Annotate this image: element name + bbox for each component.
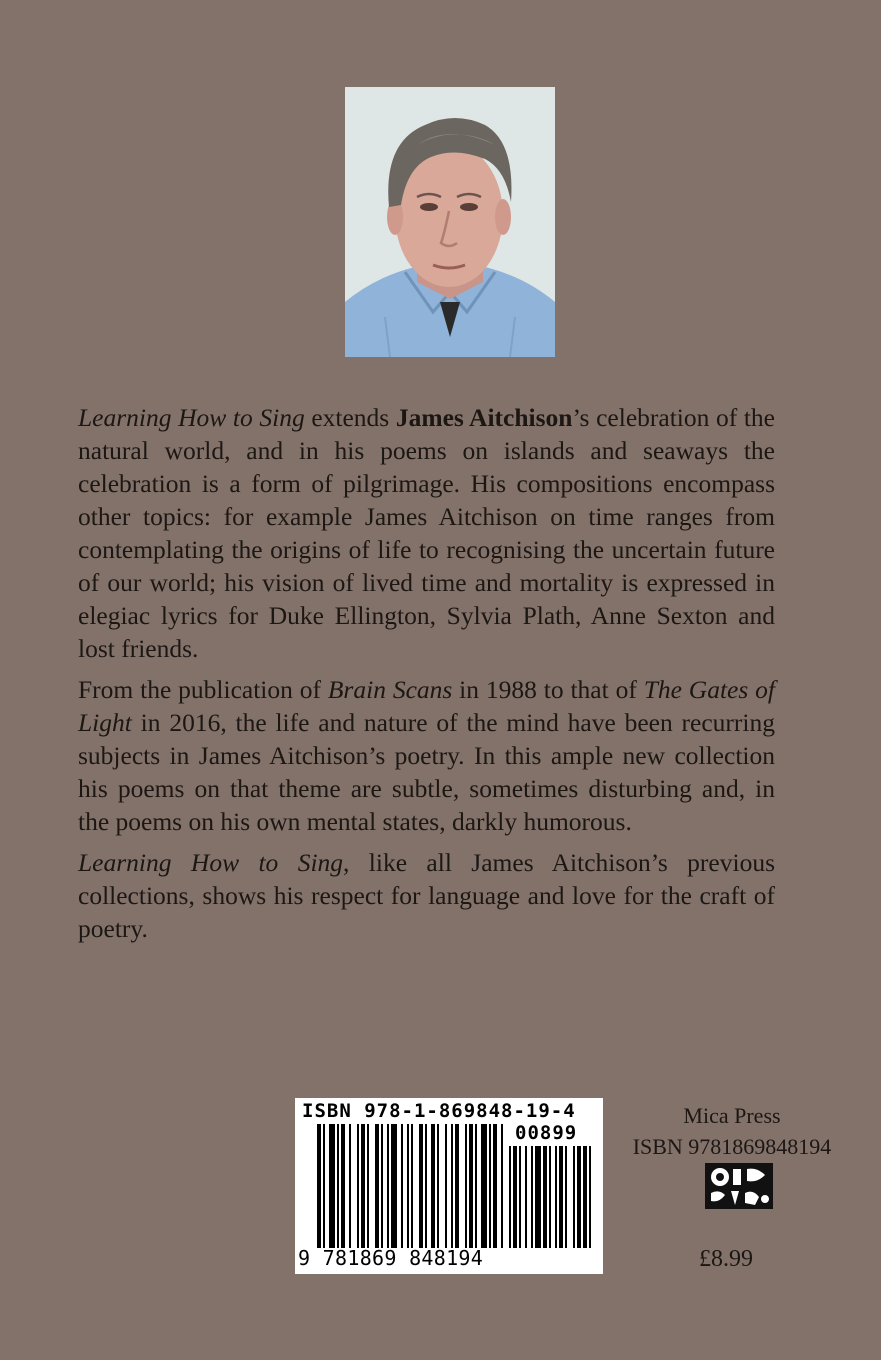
- barcode-bar: [425, 1124, 427, 1248]
- author-name: James Aitchison: [395, 403, 573, 432]
- publisher-name: Mica Press: [683, 1103, 781, 1128]
- barcode-bar: [387, 1124, 389, 1248]
- barcode-bar: [323, 1124, 325, 1248]
- barcode-bar: [455, 1124, 459, 1248]
- barcode-bar: [565, 1146, 567, 1248]
- barcode-bar: [481, 1124, 487, 1248]
- barcode-bar: [475, 1124, 477, 1248]
- price: £8.99: [699, 1246, 753, 1272]
- barcode-bar: [501, 1124, 503, 1248]
- barcode-label: [295, 1098, 603, 1274]
- publisher-info: [612, 1100, 852, 1162]
- book-description: [78, 401, 775, 953]
- text-span: ’s celebration of the natural world, and in his poems on islands and seaways the celebration is a form of pilgrimage. His compositions encompass other topics: for example James Aitchison on time ranges from contemplating the origins of life to recognising the uncertain future of our world; his vision of lived time and mortality is expressed in elegiac lyrics for Duke Ellington, Sylvia Plath, Anne Sexton and lost friends.: [78, 403, 775, 663]
- barcode-bar: [583, 1146, 587, 1248]
- barcode-bar: [431, 1124, 435, 1248]
- barcode-bar: [401, 1124, 403, 1248]
- barcode-bar: [469, 1124, 473, 1248]
- barcode-bar: [419, 1124, 423, 1248]
- barcode-bar: [531, 1146, 533, 1248]
- barcode-bar: [329, 1124, 335, 1248]
- barcode-bar: [317, 1124, 321, 1248]
- description-paragraph-3: [78, 846, 775, 945]
- barcode-bar: [361, 1124, 365, 1248]
- barcode-bar: [493, 1124, 497, 1248]
- barcode-bar: [451, 1124, 453, 1248]
- barcode-bar: [465, 1124, 467, 1248]
- barcode-bar: [577, 1146, 581, 1248]
- barcode-bar: [525, 1146, 527, 1248]
- barcode-bar: [549, 1146, 551, 1248]
- barcode-bar: [513, 1146, 517, 1248]
- book-title: Learning How to Sing: [78, 848, 344, 877]
- barcode-bar: [559, 1146, 563, 1248]
- text-span: extends: [304, 403, 396, 432]
- isbn-label: ISBN 978-1-869848-19-4: [302, 1100, 576, 1122]
- ean-digits: 9 781869 848194: [298, 1246, 484, 1270]
- text-span: , like all James Aitchison’s previous collections, shows his respect for language and love for the craft of poetry.: [78, 848, 775, 943]
- barcode-bar: [543, 1146, 547, 1248]
- book-title-brain-scans: Brain Scans: [327, 675, 453, 704]
- description-paragraph-1: [78, 401, 775, 665]
- barcode-bar: [411, 1124, 413, 1248]
- barcode-bar: [445, 1124, 447, 1248]
- text-span: From the publication of: [78, 675, 328, 704]
- barcode-bar: [589, 1146, 591, 1248]
- barcode-bar: [509, 1146, 511, 1248]
- barcode-bar: [437, 1124, 439, 1248]
- barcode-bar: [535, 1146, 541, 1248]
- author-portrait-image: [345, 87, 555, 357]
- barcode-bar: [367, 1124, 369, 1248]
- barcode-bar: [357, 1124, 359, 1248]
- text-span: in 1988 to that of: [452, 675, 644, 704]
- description-paragraph-2: [78, 673, 775, 838]
- price-code: 00899: [515, 1122, 578, 1144]
- author-photo: [345, 87, 555, 357]
- barcode-bar: [375, 1124, 379, 1248]
- barcode-bar: [349, 1124, 351, 1248]
- barcode-bar: [519, 1146, 521, 1248]
- barcode-bar: [489, 1124, 491, 1248]
- barcode-bar: [341, 1124, 345, 1248]
- barcode-bar: [391, 1124, 397, 1248]
- book-title: Learning How to Sing: [78, 403, 305, 432]
- barcode-bar: [407, 1124, 409, 1248]
- barcode-bar: [555, 1146, 557, 1248]
- barcode-bar: [573, 1146, 575, 1248]
- barcode-bar: [381, 1124, 383, 1248]
- text-span: in 2016, the life and nature of the mind have been recurring subjects in James Aitchison’s poetry. In this ample new collection his poems on that theme are subtle, sometimes disturbing and, in the poems on his own mental states, darkly humorous.: [78, 708, 775, 836]
- barcode-bar: [337, 1124, 339, 1248]
- publisher-isbn: ISBN 9781869848194: [632, 1134, 832, 1159]
- mica-press-logo-icon: [705, 1163, 773, 1209]
- book-title-gates-of-light: The Gates of Light: [78, 675, 776, 737]
